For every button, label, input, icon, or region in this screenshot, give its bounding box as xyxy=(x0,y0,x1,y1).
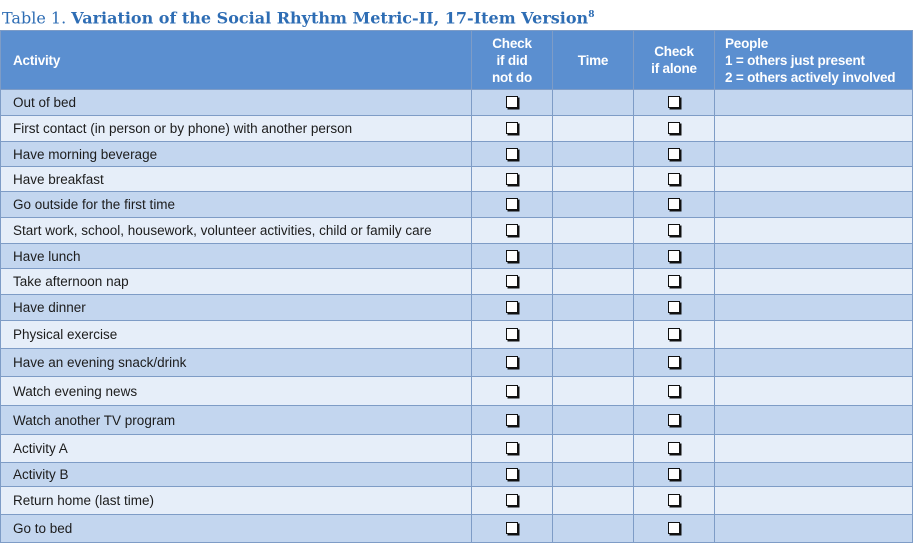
alone-checkbox-icon[interactable] xyxy=(668,122,680,134)
header-check-alone xyxy=(634,31,715,90)
people-cell[interactable] xyxy=(715,192,913,218)
alone-cell xyxy=(634,321,715,349)
did-not-do-cell xyxy=(472,377,553,406)
alone-cell xyxy=(634,295,715,321)
activity-cell: Watch evening news xyxy=(1,377,472,406)
time-cell[interactable] xyxy=(553,515,634,543)
alone-checkbox-icon[interactable] xyxy=(668,148,680,160)
alone-cell xyxy=(634,192,715,218)
time-cell[interactable] xyxy=(553,167,634,192)
alone-checkbox-icon[interactable] xyxy=(668,96,680,108)
header-line: 2 = others actively involved xyxy=(725,69,896,85)
table-row xyxy=(1,321,913,349)
alone-checkbox-icon[interactable] xyxy=(668,275,680,287)
activity-cell: Have dinner xyxy=(1,295,472,321)
did-not-do-checkbox-icon[interactable] xyxy=(506,250,518,262)
people-cell[interactable] xyxy=(715,90,913,116)
activity-cell: Have breakfast xyxy=(1,167,472,192)
time-cell[interactable] xyxy=(553,269,634,295)
did-not-do-cell xyxy=(472,515,553,543)
people-cell[interactable] xyxy=(715,142,913,167)
alone-cell xyxy=(634,515,715,543)
did-not-do-checkbox-icon[interactable] xyxy=(506,356,518,368)
alone-checkbox-icon[interactable] xyxy=(668,356,680,368)
social-rhythm-table xyxy=(0,30,913,543)
header-line: 1 = others just present xyxy=(725,52,865,68)
people-cell[interactable] xyxy=(715,167,913,192)
people-cell[interactable] xyxy=(715,463,913,487)
did-not-do-checkbox-icon[interactable] xyxy=(506,442,518,454)
alone-checkbox-icon[interactable] xyxy=(668,328,680,340)
did-not-do-checkbox-icon[interactable] xyxy=(506,224,518,236)
time-cell[interactable] xyxy=(553,435,634,463)
alone-cell xyxy=(634,244,715,269)
people-cell[interactable] xyxy=(715,515,913,543)
table-row xyxy=(1,116,913,142)
table-number: Table 1. xyxy=(2,8,67,28)
activity-cell: Start work, school, housework, volunteer activities, child or family care xyxy=(1,218,472,244)
time-cell[interactable] xyxy=(553,192,634,218)
people-cell[interactable] xyxy=(715,295,913,321)
activity-cell: Out of bed xyxy=(1,90,472,116)
activity-cell: Physical exercise xyxy=(1,321,472,349)
alone-cell xyxy=(634,349,715,377)
header-time: Time xyxy=(553,31,634,90)
alone-checkbox-icon[interactable] xyxy=(668,468,680,480)
activity-cell: Have lunch xyxy=(1,244,472,269)
did-not-do-checkbox-icon[interactable] xyxy=(506,122,518,134)
table-row xyxy=(1,192,913,218)
time-cell[interactable] xyxy=(553,116,634,142)
alone-cell xyxy=(634,435,715,463)
header-people xyxy=(715,31,913,90)
time-cell[interactable] xyxy=(553,142,634,167)
alone-cell xyxy=(634,167,715,192)
header-line: Check xyxy=(654,44,694,59)
did-not-do-checkbox-icon[interactable] xyxy=(506,275,518,287)
header-line: Check xyxy=(492,35,532,51)
did-not-do-checkbox-icon[interactable] xyxy=(506,96,518,108)
table-row xyxy=(1,515,913,543)
time-cell[interactable] xyxy=(553,244,634,269)
alone-checkbox-icon[interactable] xyxy=(668,301,680,313)
did-not-do-cell xyxy=(472,487,553,515)
header-line: if alone xyxy=(651,61,697,76)
did-not-do-cell xyxy=(472,406,553,435)
alone-checkbox-icon[interactable] xyxy=(668,522,680,534)
alone-checkbox-icon[interactable] xyxy=(668,494,680,506)
time-cell[interactable] xyxy=(553,218,634,244)
table-row xyxy=(1,218,913,244)
people-cell[interactable] xyxy=(715,406,913,435)
people-cell[interactable] xyxy=(715,377,913,406)
did-not-do-checkbox-icon[interactable] xyxy=(506,385,518,397)
alone-checkbox-icon[interactable] xyxy=(668,385,680,397)
time-cell[interactable] xyxy=(553,349,634,377)
people-cell[interactable] xyxy=(715,269,913,295)
did-not-do-cell xyxy=(472,435,553,463)
people-cell[interactable] xyxy=(715,435,913,463)
did-not-do-checkbox-icon[interactable] xyxy=(506,522,518,534)
table-row xyxy=(1,435,913,463)
activity-cell: Have morning beverage xyxy=(1,142,472,167)
did-not-do-cell xyxy=(472,463,553,487)
did-not-do-checkbox-icon[interactable] xyxy=(506,328,518,340)
table-row xyxy=(1,487,913,515)
people-cell[interactable] xyxy=(715,487,913,515)
table-row xyxy=(1,377,913,406)
alone-cell xyxy=(634,406,715,435)
header-line: if did xyxy=(496,52,528,68)
did-not-do-checkbox-icon[interactable] xyxy=(506,301,518,313)
table-title xyxy=(0,0,913,30)
activity-cell: Return home (last time) xyxy=(1,487,472,515)
alone-cell xyxy=(634,142,715,167)
did-not-do-checkbox-icon[interactable] xyxy=(506,148,518,160)
did-not-do-cell xyxy=(472,116,553,142)
time-cell[interactable] xyxy=(553,487,634,515)
did-not-do-cell xyxy=(472,218,553,244)
header-line: People xyxy=(725,35,769,51)
header-row xyxy=(1,31,913,90)
activity-cell: Take afternoon nap xyxy=(1,269,472,295)
time-cell[interactable] xyxy=(553,90,634,116)
footnote-marker: 8 xyxy=(588,10,595,20)
header-line: not do xyxy=(491,69,533,85)
alone-cell xyxy=(634,90,715,116)
activity-cell: Watch another TV program xyxy=(1,406,472,435)
table-row xyxy=(1,349,913,377)
table-row xyxy=(1,167,913,192)
alone-checkbox-icon[interactable] xyxy=(668,250,680,262)
alone-cell xyxy=(634,218,715,244)
activity-cell: Have an evening snack/drink xyxy=(1,349,472,377)
people-cell[interactable] xyxy=(715,349,913,377)
time-cell[interactable] xyxy=(553,295,634,321)
table-row xyxy=(1,463,913,487)
table-caption: Variation of the Social Rhythm Metric-II, 17-Item Version xyxy=(71,8,589,28)
time-cell[interactable] xyxy=(553,463,634,487)
did-not-do-cell xyxy=(472,90,553,116)
table-row xyxy=(1,269,913,295)
activity-cell: Activity B xyxy=(1,463,472,487)
activity-cell: Activity A xyxy=(1,435,472,463)
alone-checkbox-icon[interactable] xyxy=(668,198,680,210)
table-body xyxy=(1,90,913,543)
did-not-do-checkbox-icon[interactable] xyxy=(506,173,518,185)
activity-cell: Go outside for the first time xyxy=(1,192,472,218)
did-not-do-cell xyxy=(472,349,553,377)
did-not-do-checkbox-icon[interactable] xyxy=(506,494,518,506)
alone-checkbox-icon[interactable] xyxy=(668,442,680,454)
alone-cell xyxy=(634,463,715,487)
did-not-do-cell xyxy=(472,269,553,295)
activity-cell: First contact (in person or by phone) with another person xyxy=(1,116,472,142)
table-row xyxy=(1,295,913,321)
did-not-do-cell xyxy=(472,192,553,218)
did-not-do-checkbox-icon[interactable] xyxy=(506,414,518,426)
activity-cell: Go to bed xyxy=(1,515,472,543)
did-not-do-cell xyxy=(472,321,553,349)
did-not-do-checkbox-icon[interactable] xyxy=(506,198,518,210)
did-not-do-checkbox-icon[interactable] xyxy=(506,468,518,480)
header-activity: Activity xyxy=(1,31,472,90)
table-row xyxy=(1,90,913,116)
did-not-do-cell xyxy=(472,142,553,167)
alone-checkbox-icon[interactable] xyxy=(668,224,680,236)
time-cell[interactable] xyxy=(553,377,634,406)
did-not-do-cell xyxy=(472,244,553,269)
did-not-do-cell xyxy=(472,167,553,192)
people-cell[interactable] xyxy=(715,218,913,244)
table-row xyxy=(1,406,913,435)
table-row xyxy=(1,142,913,167)
alone-cell xyxy=(634,116,715,142)
people-cell[interactable] xyxy=(715,244,913,269)
alone-cell xyxy=(634,487,715,515)
did-not-do-cell xyxy=(472,295,553,321)
alone-cell xyxy=(634,377,715,406)
people-cell[interactable] xyxy=(715,321,913,349)
alone-cell xyxy=(634,269,715,295)
alone-checkbox-icon[interactable] xyxy=(668,173,680,185)
time-cell[interactable] xyxy=(553,321,634,349)
table-row xyxy=(1,244,913,269)
people-cell[interactable] xyxy=(715,116,913,142)
alone-checkbox-icon[interactable] xyxy=(668,414,680,426)
header-check-did-not-do xyxy=(472,31,553,90)
time-cell[interactable] xyxy=(553,406,634,435)
